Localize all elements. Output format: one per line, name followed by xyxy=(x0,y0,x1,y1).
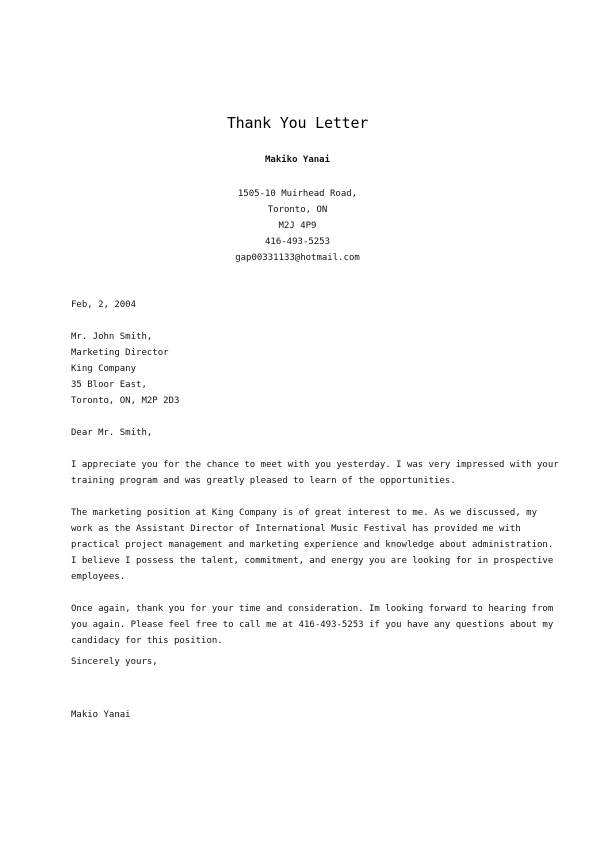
paragraph-line: candidacy for this position. xyxy=(71,636,223,646)
sender-name: Makiko Yanai xyxy=(264,155,331,165)
sender-address-line: Toronto, ON xyxy=(267,205,328,215)
paragraph-line: I believe I possess the talent, commitment, and energy you are looking for in prospective xyxy=(71,556,554,566)
body-paragraph-2 xyxy=(71,505,554,585)
salutation: Dear Mr. Smith, xyxy=(71,428,153,438)
body-paragraph-1 xyxy=(71,457,559,489)
recipient-line: King Company xyxy=(71,364,137,374)
recipient-line: Mr. John Smith, xyxy=(71,332,153,342)
body-paragraph-3 xyxy=(71,601,554,649)
recipient-line: 35 Bloor East, xyxy=(71,380,147,390)
paragraph-line: Once again, thank you for your time and consideration. Im looking forward to hearing from xyxy=(71,604,554,614)
recipient-line: Toronto, ON, M2P 2D3 xyxy=(71,396,180,406)
sender-email: gap00331133@hotmail.com xyxy=(235,253,360,263)
signature-name: Makio Yanai xyxy=(71,710,131,720)
sender-phone: 416-493-5253 xyxy=(264,237,331,247)
paragraph-line: employees. xyxy=(71,572,126,582)
sender-address-line: M2J 4P9 xyxy=(278,221,317,231)
recipient-line: Marketing Director xyxy=(71,348,169,358)
letter-date: Feb, 2, 2004 xyxy=(71,300,137,310)
paragraph-line: training program and was greatly pleased to learn of the opportunities. xyxy=(71,476,456,486)
closing: Sincerely yours, xyxy=(71,657,158,667)
sender-address xyxy=(0,186,595,266)
paragraph-line: you again. Please feel free to call me at 416-493-5253 if you have any questions about my xyxy=(71,620,554,630)
paragraph-line: practical project management and marketing experience and knowledge about administration. xyxy=(71,540,554,550)
paragraph-line: work as the Assistant Director of International Music Festival has provided me with xyxy=(71,524,521,534)
sender-address-line: 1505-10 Muirhead Road, xyxy=(237,189,358,199)
paragraph-line: I appreciate you for the chance to meet with you yesterday. I was very impressed with your xyxy=(71,460,559,470)
recipient-address xyxy=(71,329,531,409)
paragraph-line: The marketing position at King Company is of great interest to me. As we discussed, my xyxy=(71,508,537,518)
letter-title: Thank You Letter xyxy=(226,114,369,132)
